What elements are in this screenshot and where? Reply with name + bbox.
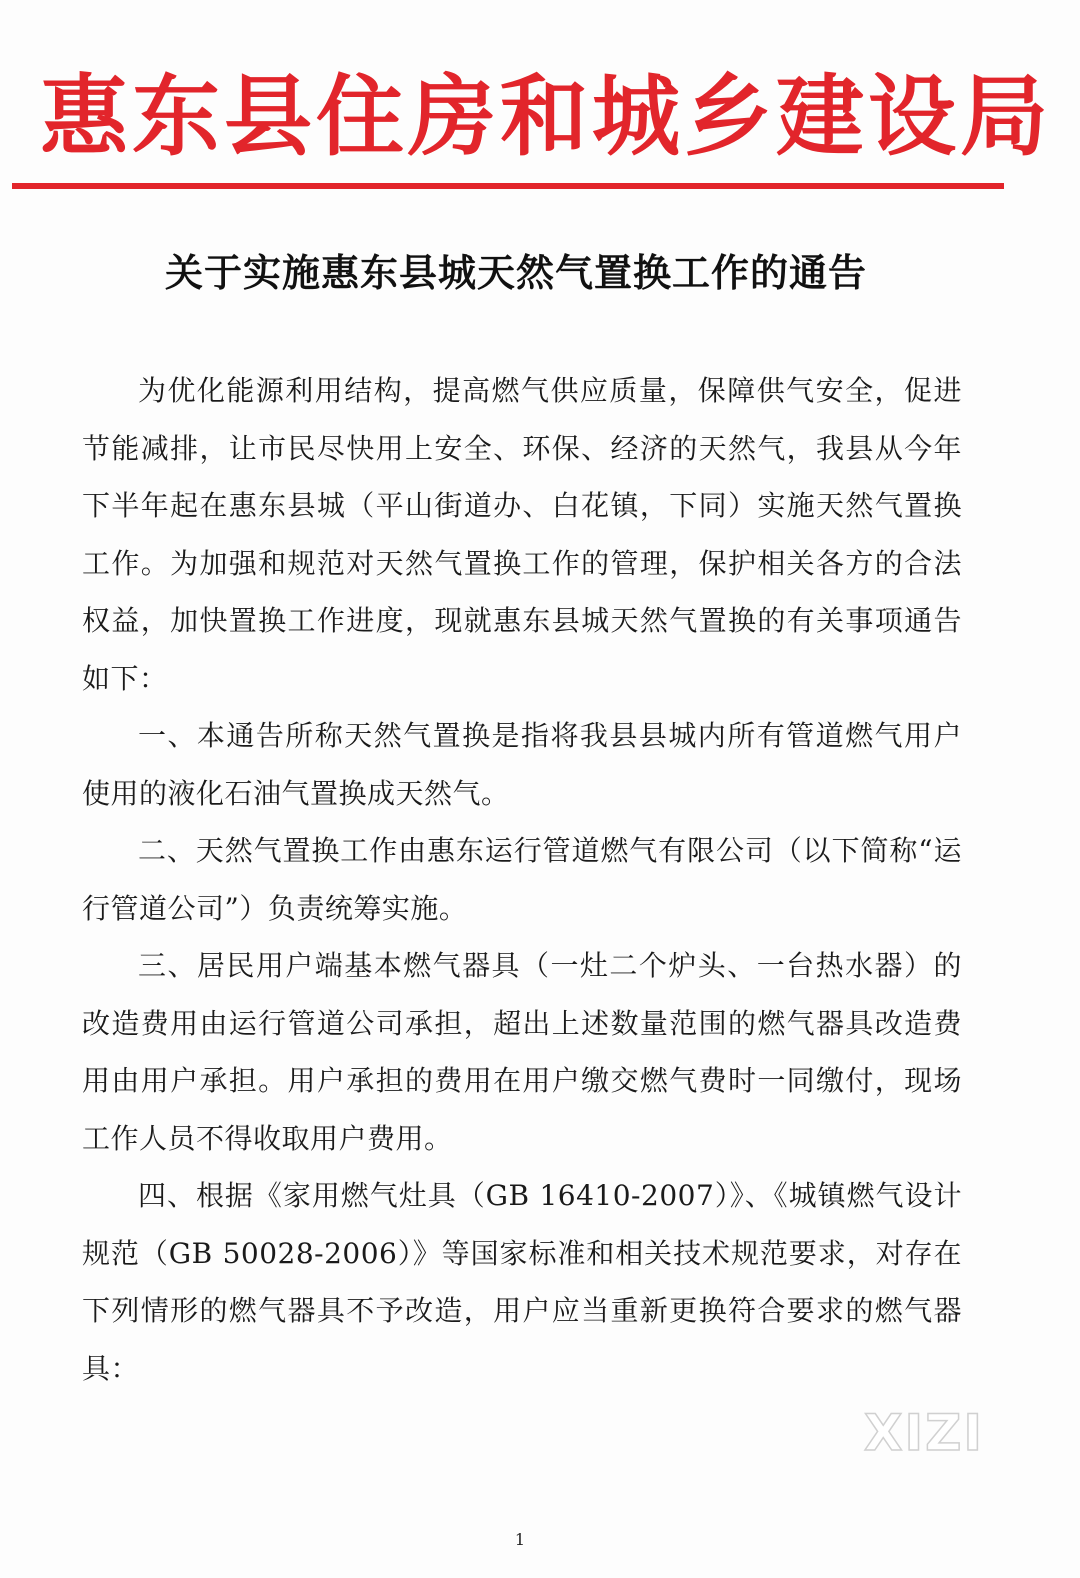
site-watermark: XIZI bbox=[864, 1404, 985, 1462]
red-divider-rule bbox=[12, 183, 1004, 189]
paragraph-intro: 为优化能源利用结构，提高燃气供应质量，保障供气安全，促进节能减排，让市民尽快用上安全、环保、经济的天然气，我县从今年下半年起在惠东县城（平山街道办、白花镇，下同）实施天然气置换工作。为加强和规范对天然气置换工作的管理，保护相关各方的合法权益，加快置换工作进度，现就惠东县城天然气置换的有关事项通告如下： bbox=[82, 374, 962, 695]
document-body bbox=[82, 362, 962, 1397]
paragraph-item-1: 一、本通告所称天然气置换是指将我县县城内所有管道燃气用户使用的液化石油气置换成天然气。 bbox=[82, 719, 962, 810]
organization-header: 惠东县住房和城乡建设局 bbox=[40, 65, 1053, 168]
paragraph-item-2: 二、天然气置换工作由惠东运行管道燃气有限公司（以下简称“运行管道公司”）负责统筹实施。 bbox=[82, 834, 962, 925]
page-number: 1 bbox=[514, 1530, 526, 1549]
paragraph-item-3: 三、居民用户端基本燃气器具（一灶二个炉头、一台热水器）的改造费用由运行管道公司承担，超出上述数量范围的燃气器具改造费用由用户承担。用户承担的费用在用户缴交燃气费时一同缴付，现场工作人员不得收取用户费用。 bbox=[82, 949, 962, 1155]
document-title: 关于实施惠东县城天然气置换工作的通告 bbox=[164, 250, 867, 295]
paragraph-item-4: 四、根据《家用燃气灶具（GB 16410-2007）》、《城镇燃气设计规范（GB 50028-2006）》等国家标准和相关技术规范要求，对存在下列情形的燃气器具不予改造，用户应当重新更换符合要求的燃气器具： bbox=[82, 1179, 962, 1385]
